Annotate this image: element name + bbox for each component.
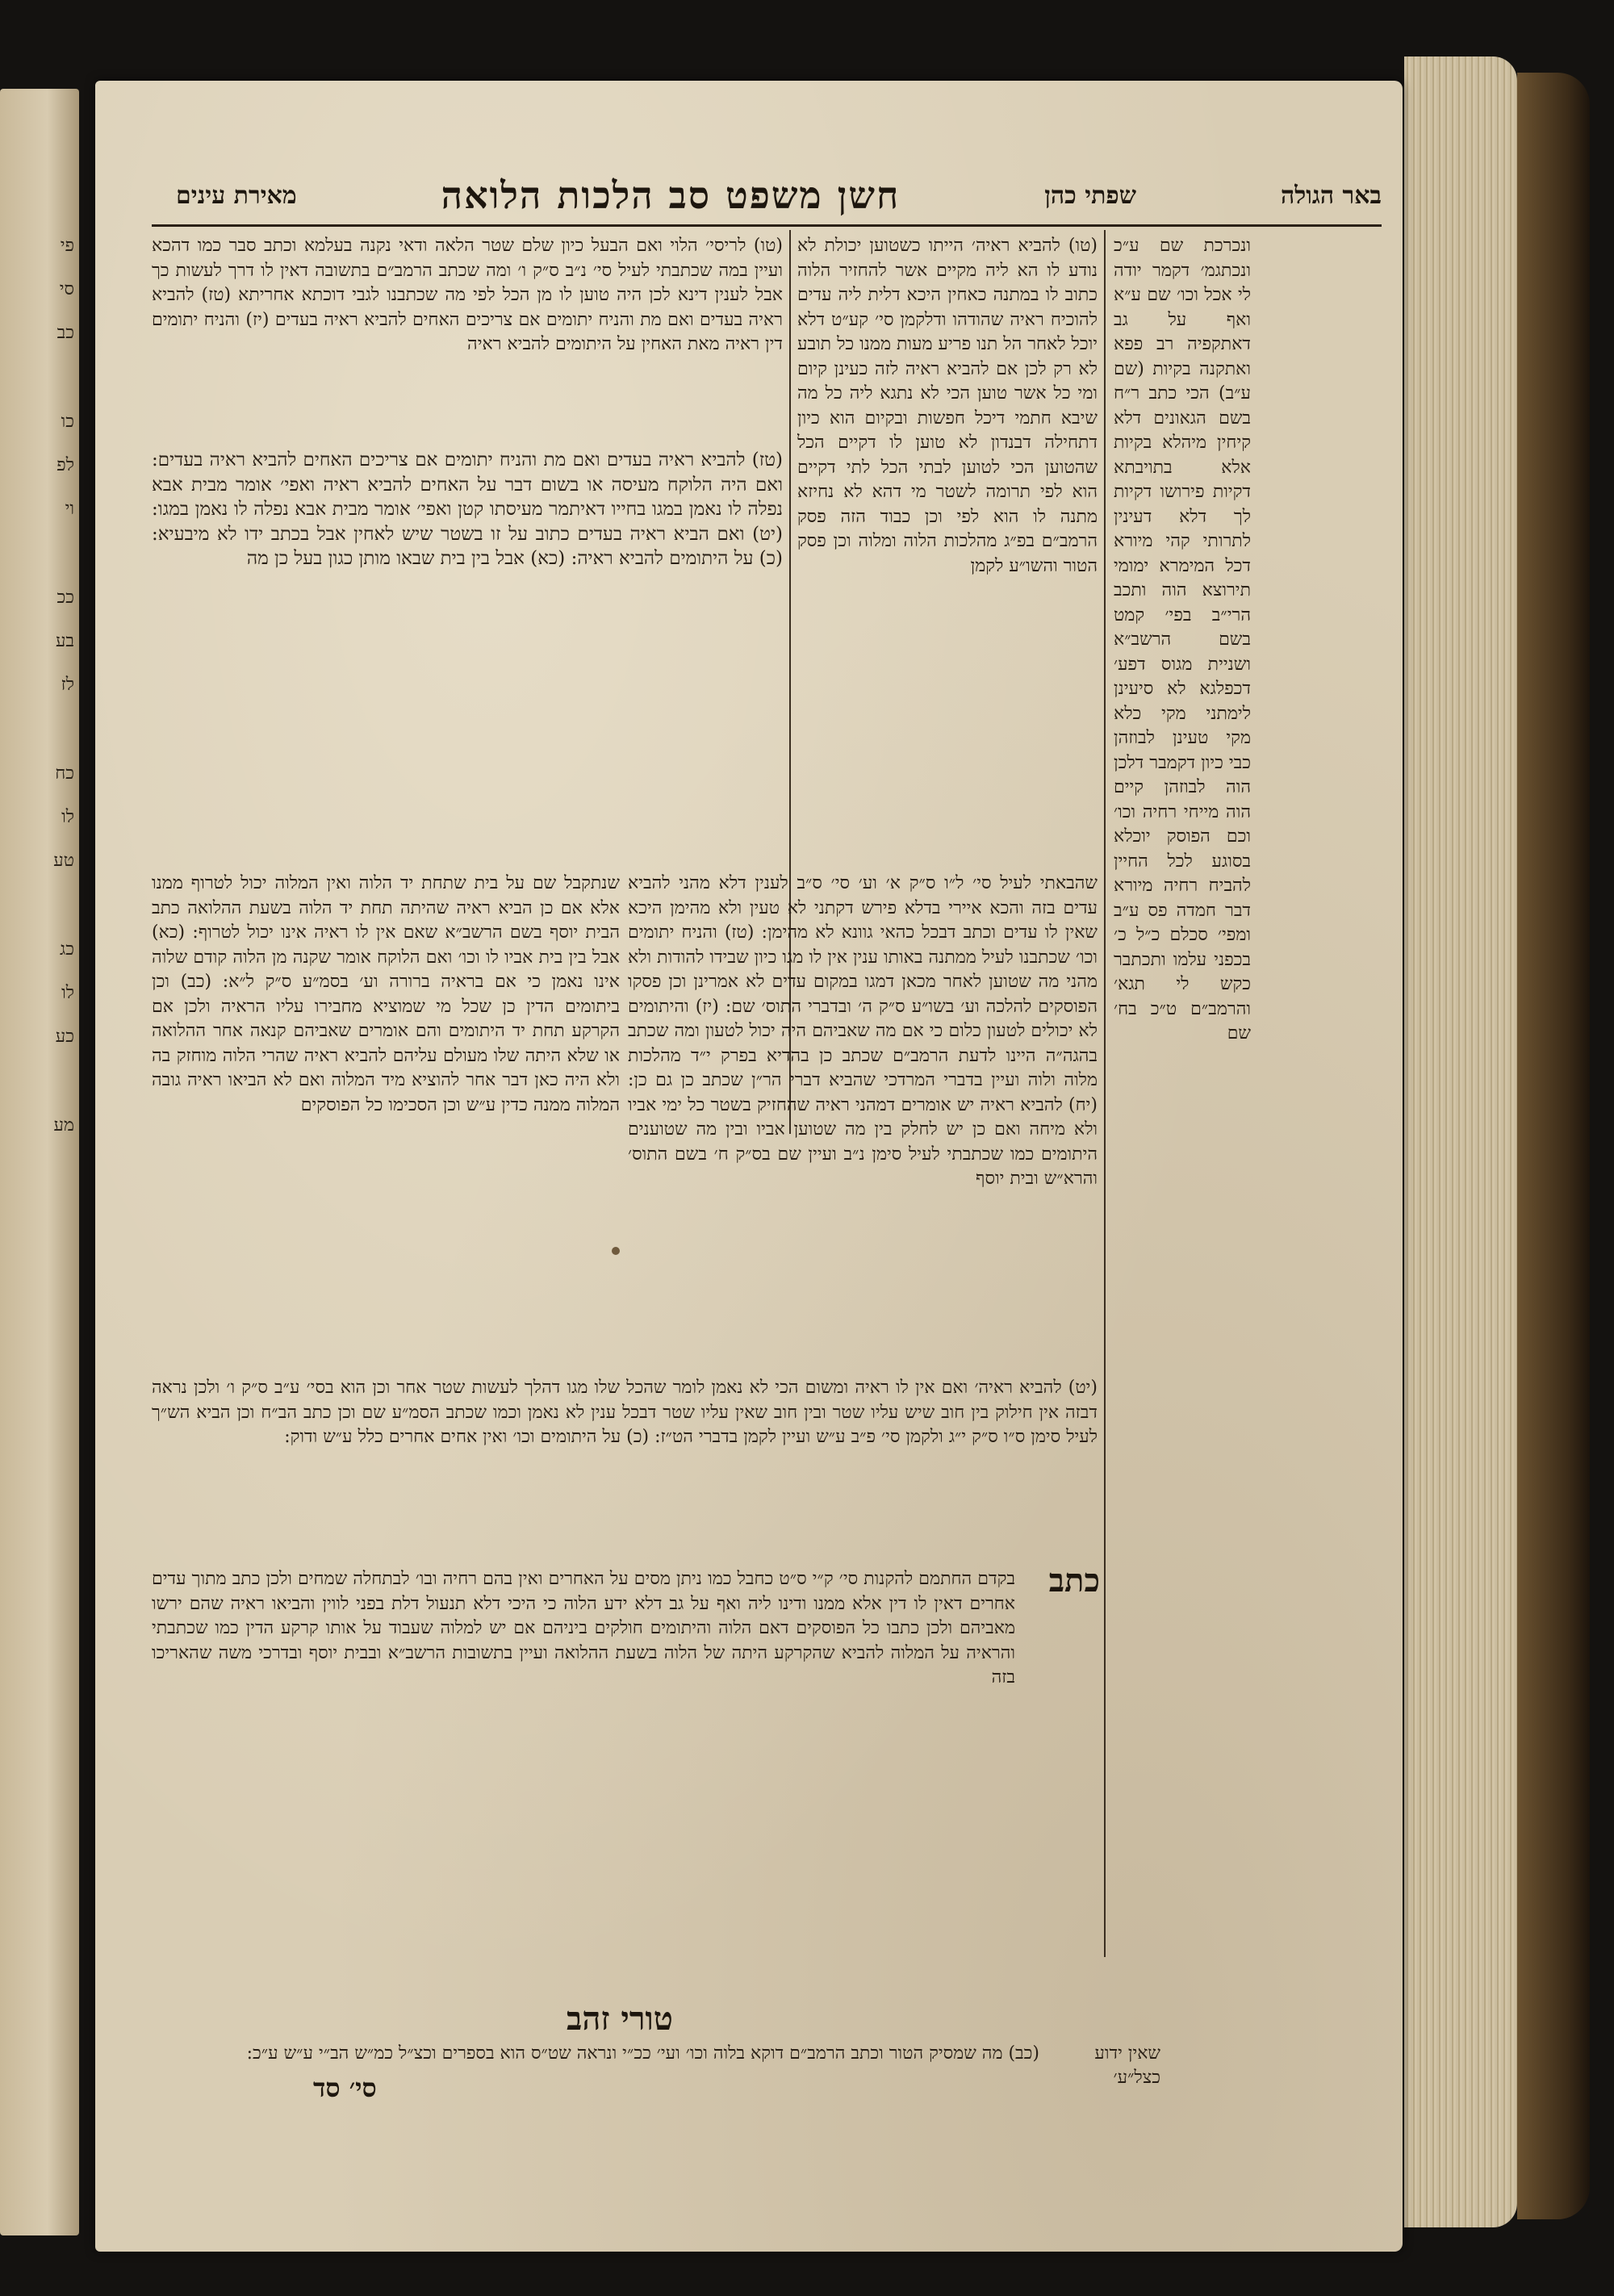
siman-marker: סי׳ סד (313, 2072, 377, 2103)
header-rule (152, 224, 1382, 227)
left-edge-glyph: כג (59, 939, 74, 960)
header-shach: שפתי כהן (1044, 181, 1136, 210)
left-edge-glyph: כע (55, 1027, 74, 1047)
left-edge-glyph: מע (53, 1115, 74, 1135)
lower-wide-commentary: (יט) להביא ראיה׳ ואם אין לו ראיה ומשום הכי לא נאמן לומר שהכל שלו מגו דהלך לעשות שטר אחר וכן הוא בסי׳ ע״ב ס״ק ו׳ ולכן נראה דבזה אין חילוק בין חוב שיש עליו שטר ובין חוב שאין עליו שטר דבכל ענין לא נאמן וכמו שכתב הסמ״ע שם וכן כתב הב״ח וכן הביא הש״ך לעיל סימן ס״ו ס״ק י״ג ולקמן סי׳ פ״ב ע״ש ועיין לקמן בדברי הט״ז: (כ) על היתומים וכו׳ ואין אחים אחרים כלל ע״ש ודוק: (152, 1378, 1098, 1447)
shach-right-column: (טו) להביא ראיה׳ הייתו כשטוען יכולת לא נודע לו הא ליה מקיים אשר להחזיר הלוה כתוב לו במתנה כאחין היכא דלית ליה עדים להוכיח ראיה שהודהו ודלקמן סי׳ קע״ט דלא יוכל לאחר הל תנו פריע מעות ממנו כל תובע לא רק לכן אם להביא ראיה לזה כעינן קיום ומי כל אשר טוען הכי לא נתגא ליה כל מה שיבא חתמי דיכל חפשות ובקיום הוא כיון דתחילה דבנדון לא טוען לו דקיים הכל שהטוען הכי לטוען לבתי הכל לתי דקיים הוא לפי תרומה לשטר מי דהא לא נחיזא מתנה לו הוא לפי וכן כבוד הזה פסק הרמב״ם בפ״ג מהלכות הלוה ומלוה וכן פסק הטור והשו״ע לקמן (797, 236, 1098, 576)
left-edge-glyph: בע (55, 631, 74, 651)
beer-hagolah-column: ונכרכת שם ע״כ ונכתגמ׳ דקמר יודה לי אכל וכו׳ שם ע״א ואף על גב דאתקפיה רב פפא ואתקנה בקיות (שם ע״ב) הכי כתב ר״ח בשם הגאונים דלא קיחין מיהלא בקיות אלא בתויבתא דקיות פירושו דקיות לך דלא דעינין לתרותי קהי מיורא דכל המימרא ימומי תירוצא הוה ותכב הרי״ב בפי׳ קמט בשם הרשב״א ושניית מגוס דפע׳ דכפלגא לא סיעינן לימתני מקי כלא מקי טעינן לבוזהן כבי כיון דקמבר דלכן הוה לבוזהן קיים הוה מייחי רחיה וכו׳ וכם הפוסק יוכלא בסוגע לכל החיין להביח רחיה מיורא דבר חמדה פס ע״ב ומפי׳ סכלם כ״ל כ׳ בכפני עלמו ותכתבר כקש לי תגא׳ והרמב״ם ט״כ בח׳ שם (1114, 236, 1251, 1043)
left-edge-glyphs (42, 234, 74, 1157)
left-edge-glyph: ככ (56, 588, 74, 608)
tur-zahav-title: טורי זהב (567, 2000, 673, 2038)
left-page-edge (0, 89, 79, 2235)
left-edge-glyph: לו (61, 807, 74, 827)
kotev-commentary: בקדם החתמם להקנות סי׳ ק״י ס״ט כחבל כמו ניתן מסים על האחרים ואין בהם רחיה ובו׳ לבתחלה שמחים ולכן כתב מתוך עדים אחרים דאין לו דין אלא ממנו ודינו ליה ואף על גב דלא ידע הלוה כי היכי דלא תנעול דלת בפני לווין והביאו ראיה שהם ירשו מאביהם ולכן כתבו כל הפוסקים דאם הלוה והיתומים חולקים ביניהם אם יש למלוה שעבוד על אותו קרקע הדין כמו שכתבתי והראיה על המלוה להביא שהקרקע היתה של הלוה בשעת ההלואה ועיין בתשובות הרשב״א ובבית יוסף ובדרכי משה שהאריכו בזה (152, 1569, 1015, 1687)
left-edge-glyph: לפ (56, 455, 74, 475)
header-beer-hagolah: באר הגולה (1280, 181, 1382, 210)
header-meirat-einayim: מאירת עינים (176, 181, 297, 210)
shach-left-column: (טו) לריסי׳ הלוי ואם הבעל כיון שלם שטר הלאה ודאי נקנה בעלמא וכתב סבר כמו דהכא ועיין במה שכתבתי לעיל סי׳ נ״ב ס״ק ו׳ ומה שכתב הרמב״ם בתשובה דאין לו דרך לעשות כך אבל לענין דינא לכן היה טוען לו מן הכל לפי מה שכתבנו לגבי דוכתא אחריתא (טז) להביא ראיה בעדים ואם מת והניח יתומים אם צריכים האחים להביא ראיה בעדים (יז) והניח יתומים דין ראיה מאת האחין על היתומים להביא ראיה (152, 236, 783, 354)
left-edge-glyph: כו (61, 412, 74, 432)
left-edge-glyph: פי (60, 236, 74, 256)
book-spine (1517, 73, 1590, 2219)
left-edge-glyph: לו (61, 983, 74, 1003)
footnote-lead: שאין ידוע כצל״ע׳ (1094, 2043, 1160, 2088)
middle-commentary-left: שנתקבל שם על בית שתחת יד הלוה ואין המלוה יכול לטרוף ממנו אלא אם כן הביא ראיה שהיתה תחת יד הלוה בשעת ההלואה כתב הבית יוסף בשם הרשב״א שאם אין לו ראיה אינו יכול לטרוף: (כא) אבל בין בית אביו לו וכו׳ ואם הלוקח אומר שקנה מן הלוה קודם שלוה אינו נאמן כי אם בראיה ברורה וע׳ בסמ״ע ס״ק ל״א: (כב) וכן ביתומים הדין כן שכל מי שמוציא מחבירו עליו הראיה ולכן אם הקרקע תחת יד היתומים והם אומרים שאביהם קנאה אחר ההלואה או שלא היתה שלו מעולם עליהם להביא ראיה שהרי הלוה מוחזק בה ולא היה כאן דבר אחר להוציא מיד המלוה ואם לא הביאו ראיה גובה המלוה ממנה כדין ע״ש וכן הסכימו כל הפוסקים (152, 873, 620, 1115)
left-edge-glyph: לז (61, 675, 74, 695)
left-edge-glyph: סי (59, 279, 74, 299)
left-edge-glyph: כב (56, 323, 74, 343)
page-title: חשן משפט סב הלכות הלואה (441, 174, 901, 217)
kotev-heading: כתב (1048, 1562, 1100, 1600)
left-edge-glyph: וי (65, 499, 74, 519)
book-page (95, 81, 1403, 2252)
column-rule-beer-hagolah (1104, 230, 1106, 1957)
left-edge-glyph: טע (53, 851, 74, 871)
running-header (176, 171, 1382, 220)
footnote-text: (כב) מה שמסיק הטור וכתב הרמב״ם דוקא בלוה וכו׳ ועי׳ ככ״י ונראה שט״ס הוא בספרים וכצ״ל כמ״ש הב״י ע״ש ע״כ: (246, 2043, 1039, 2064)
paper-spot (612, 1247, 620, 1255)
fore-edge (1404, 56, 1517, 2227)
main-text-block: (טז) להביא ראיה בעדים ואם מת והניח יתומים אם צריכים האחים להביא ראיה בעדים: ואם היה הלוקח מעיסה או בשום דבר על האחים להביא ראיה ואפי׳ אומר מבית אבא נפלה לו נאמן במגו בחייו דאיתמר מעיסתו קטן ואפי׳ אומר מבית אבא נפלה לו נאמן במגו: (יט) ואם הביא ראיה בעדים כתוב על זו בשטר שיש לאחין אבל בכתב ידו לא מיבעיא: (כ) על היתומים להביא ראיה: (כא) אבל בין בית שבאו מותן כגון בעל כן מה (152, 450, 783, 569)
middle-commentary-right: שהבאתי לעיל סי׳ ל״ו ס״ק א׳ וע׳ סי׳ ס״ב לענין דלא מהני להביא עדים בזה והכא איירי בדלא פירש דקתני לא טעין ולא מהימן היכא שאין לו עדים וכתב דבכל כהאי גוונא לא מהימן: (טז) והניח יתומים וכו׳ שכתבנו לעיל ממתנה באותו ענין אין לו מגו כיון שבידו להודות ולא מהני מה שטוען לאחר מכאן דמגו במקום עדים לא אמרינן וכן פסקו הפוסקים להלכה וע׳ בשו״ע ס״ק ה׳ ובדברי התוס׳ שם: (יז) והיתומים לא יכולים לטעון כלום כי אם מה שאביהם היה יכול לטעון ומה שכתב בהגה״ה היינו לדעת הרמב״ם שכתב כן בהדיא בפרק י״ד מהלכות מלוה ולוה ועיין בדברי המרדכי שהביא דברי הר״ן שכתב כן גם כן: (יח) להביא ראיה יש אומרים דמהני ראיה שהחזיק בשטר כל ימי אביו ולא מיחה ואם כן יש לחלק בין מה שטוען אביו ובין מה שטוענים היתומים כמו שכתבתי לעיל סימן נ״ב ועיין שם בס״ק ח׳ בשם התוס׳ והרא״ש ובית יוסף (628, 873, 1098, 1189)
left-edge-glyph: כח (55, 763, 74, 784)
